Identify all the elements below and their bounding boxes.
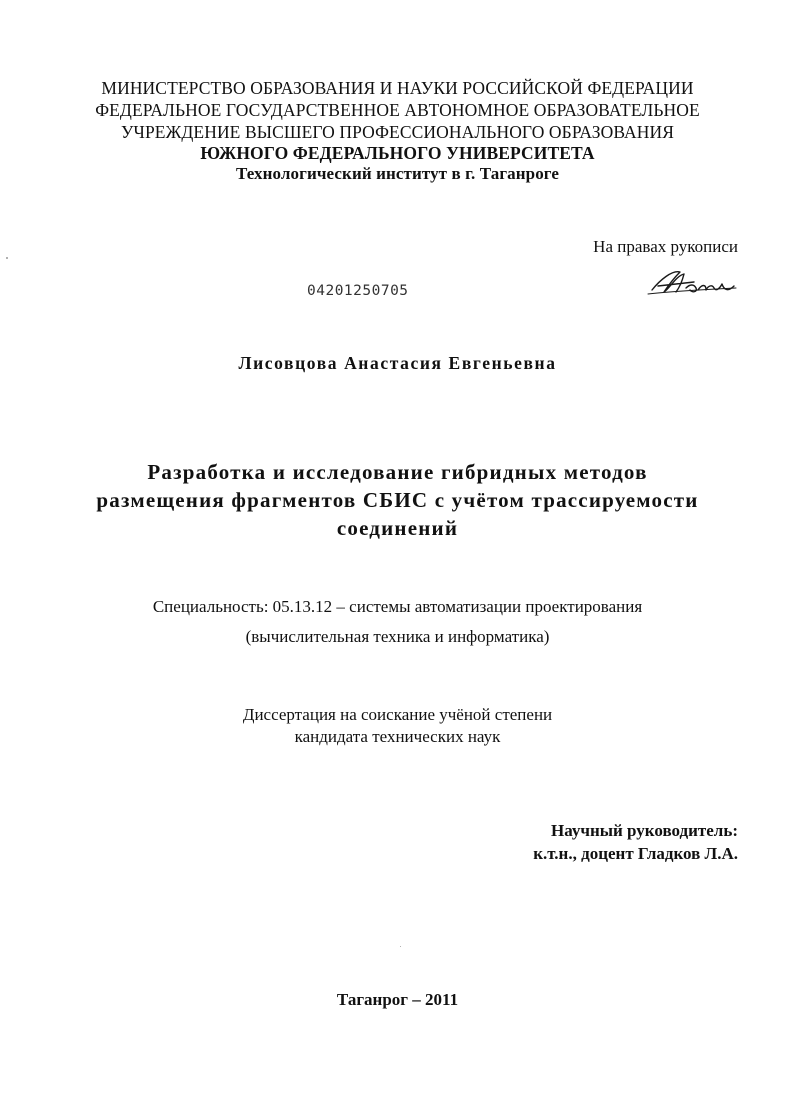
header-federal-institution: ФЕДЕРАЛЬНОЕ ГОСУДАРСТВЕННОЕ АВТОНОМНОЕ ОБРАЗОВАТЕЛЬНОЕ xyxy=(95,100,700,120)
specialty-line-2: (вычислительная техника и информатика) xyxy=(245,627,550,646)
author-name: Лисовцова Анастасия Евгеньевна xyxy=(238,353,557,373)
header-higher-education: УЧРЕЖДЕНИЕ ВЫСШЕГО ПРОФЕССИОНАЛЬНОГО ОБРАЗОВАНИЯ xyxy=(121,122,674,142)
title-line-2: размещения фрагментов СБИС с учётом трассируемости xyxy=(96,488,699,512)
signature xyxy=(646,262,741,302)
title-line-1: Разработка и исследование гибридных методов xyxy=(147,460,648,484)
header-ministry: МИНИСТЕРСТВО ОБРАЗОВАНИЯ И НАУКИ РОССИЙСКОЙ ФЕДЕРАЦИИ xyxy=(101,78,694,98)
advisor-name: к.т.н., доцент Гладков Л.А. xyxy=(533,844,738,863)
title-line-3: соединений xyxy=(336,516,459,540)
scan-speck xyxy=(6,257,8,259)
registration-number: 04201250705 xyxy=(307,283,409,299)
header-university: ЮЖНОГО ФЕДЕРАЛЬНОГО УНИВЕРСИТЕТА xyxy=(200,143,595,163)
header-institute: Технологический институт в г. Таганроге xyxy=(235,164,560,183)
specialty-line-1: Специальность: 05.13.12 – системы автоматизации проектирования xyxy=(152,597,643,616)
city-year: Таганрог – 2011 xyxy=(336,990,459,1009)
manuscript-note: На правах рукописи xyxy=(593,237,738,256)
advisor-label: Научный руководитель: xyxy=(551,821,738,840)
dissertation-line-2: кандидата технических наук xyxy=(294,727,501,746)
dissertation-line-1: Диссертация на соискание учёной степени xyxy=(242,705,553,724)
scan-dot xyxy=(400,946,401,947)
